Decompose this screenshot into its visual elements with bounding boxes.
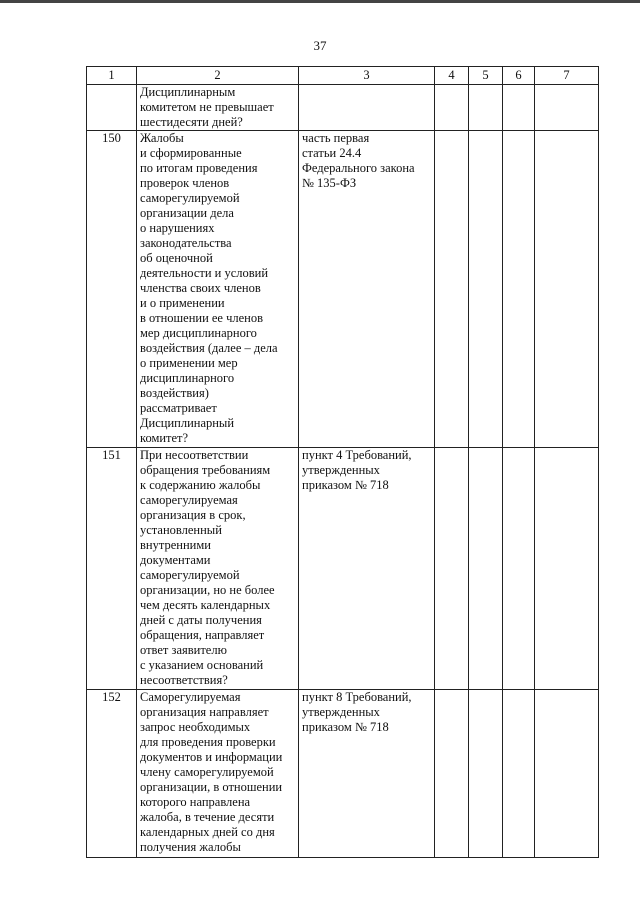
column-header: 5 — [469, 67, 503, 85]
reference-cell — [299, 85, 435, 131]
empty-cell — [469, 85, 503, 131]
empty-cell — [535, 131, 599, 448]
table-row — [87, 690, 599, 858]
empty-cell — [435, 85, 469, 131]
top-edge-rule — [0, 0, 640, 3]
column-header: 2 — [137, 67, 299, 85]
requirements-table — [86, 66, 599, 858]
table-row — [87, 448, 599, 690]
column-header: 6 — [503, 67, 535, 85]
empty-cell — [503, 690, 535, 858]
column-header: 7 — [535, 67, 599, 85]
row-number — [87, 85, 137, 131]
question-cell: Жалобы и сформированные по итогам проведения проверок членов саморегулируемой организации дела о нарушениях законодательства об оценочной деятельности и условий членства своих членов и о применении в отношении ее членов мер дисциплинарного воздействия (далее – дела о применении мер дисциплинарного воздействия) рассматривает Дисциплинарный комитет? — [137, 131, 299, 448]
row-number: 152 — [87, 690, 137, 858]
question-cell: Дисциплинарным комитетом не превышает шестидесяти дней? — [137, 85, 299, 131]
empty-cell — [435, 131, 469, 448]
reference-cell: часть первая статьи 24.4 Федерального закона № 135-ФЗ — [299, 131, 435, 448]
empty-cell — [435, 690, 469, 858]
empty-cell — [535, 690, 599, 858]
table-header-row — [87, 67, 599, 85]
empty-cell — [535, 448, 599, 690]
question-cell: При несоответствии обращения требованиям к содержанию жалобы саморегулируемая организация в срок, установленный внутренними документами саморегулируемой организации, но не более чем десять календарных дней с даты получения обращения, направляет ответ заявителю с указанием оснований несоответствия? — [137, 448, 299, 690]
question-cell: Саморегулируемая организация направляет запрос необходимых для проведения проверки документов и информации члену саморегулируемой организации, в отношении которого направлена жалоба, в течение десяти календарных дней со дня получения жалобы — [137, 690, 299, 858]
empty-cell — [469, 131, 503, 448]
column-header: 3 — [299, 67, 435, 85]
empty-cell — [469, 448, 503, 690]
column-header: 4 — [435, 67, 469, 85]
page-number: 37 — [313, 38, 327, 53]
empty-cell — [503, 131, 535, 448]
column-header: 1 — [87, 67, 137, 85]
table-row — [87, 131, 599, 448]
empty-cell — [435, 448, 469, 690]
reference-cell: пункт 4 Требований, утвержденных приказом № 718 — [299, 448, 435, 690]
empty-cell — [503, 85, 535, 131]
empty-cell — [535, 85, 599, 131]
row-number: 151 — [87, 448, 137, 690]
empty-cell — [469, 690, 503, 858]
row-number: 150 — [87, 131, 137, 448]
empty-cell — [503, 448, 535, 690]
table-row — [87, 85, 599, 131]
reference-cell: пункт 8 Требований, утвержденных приказом № 718 — [299, 690, 435, 858]
